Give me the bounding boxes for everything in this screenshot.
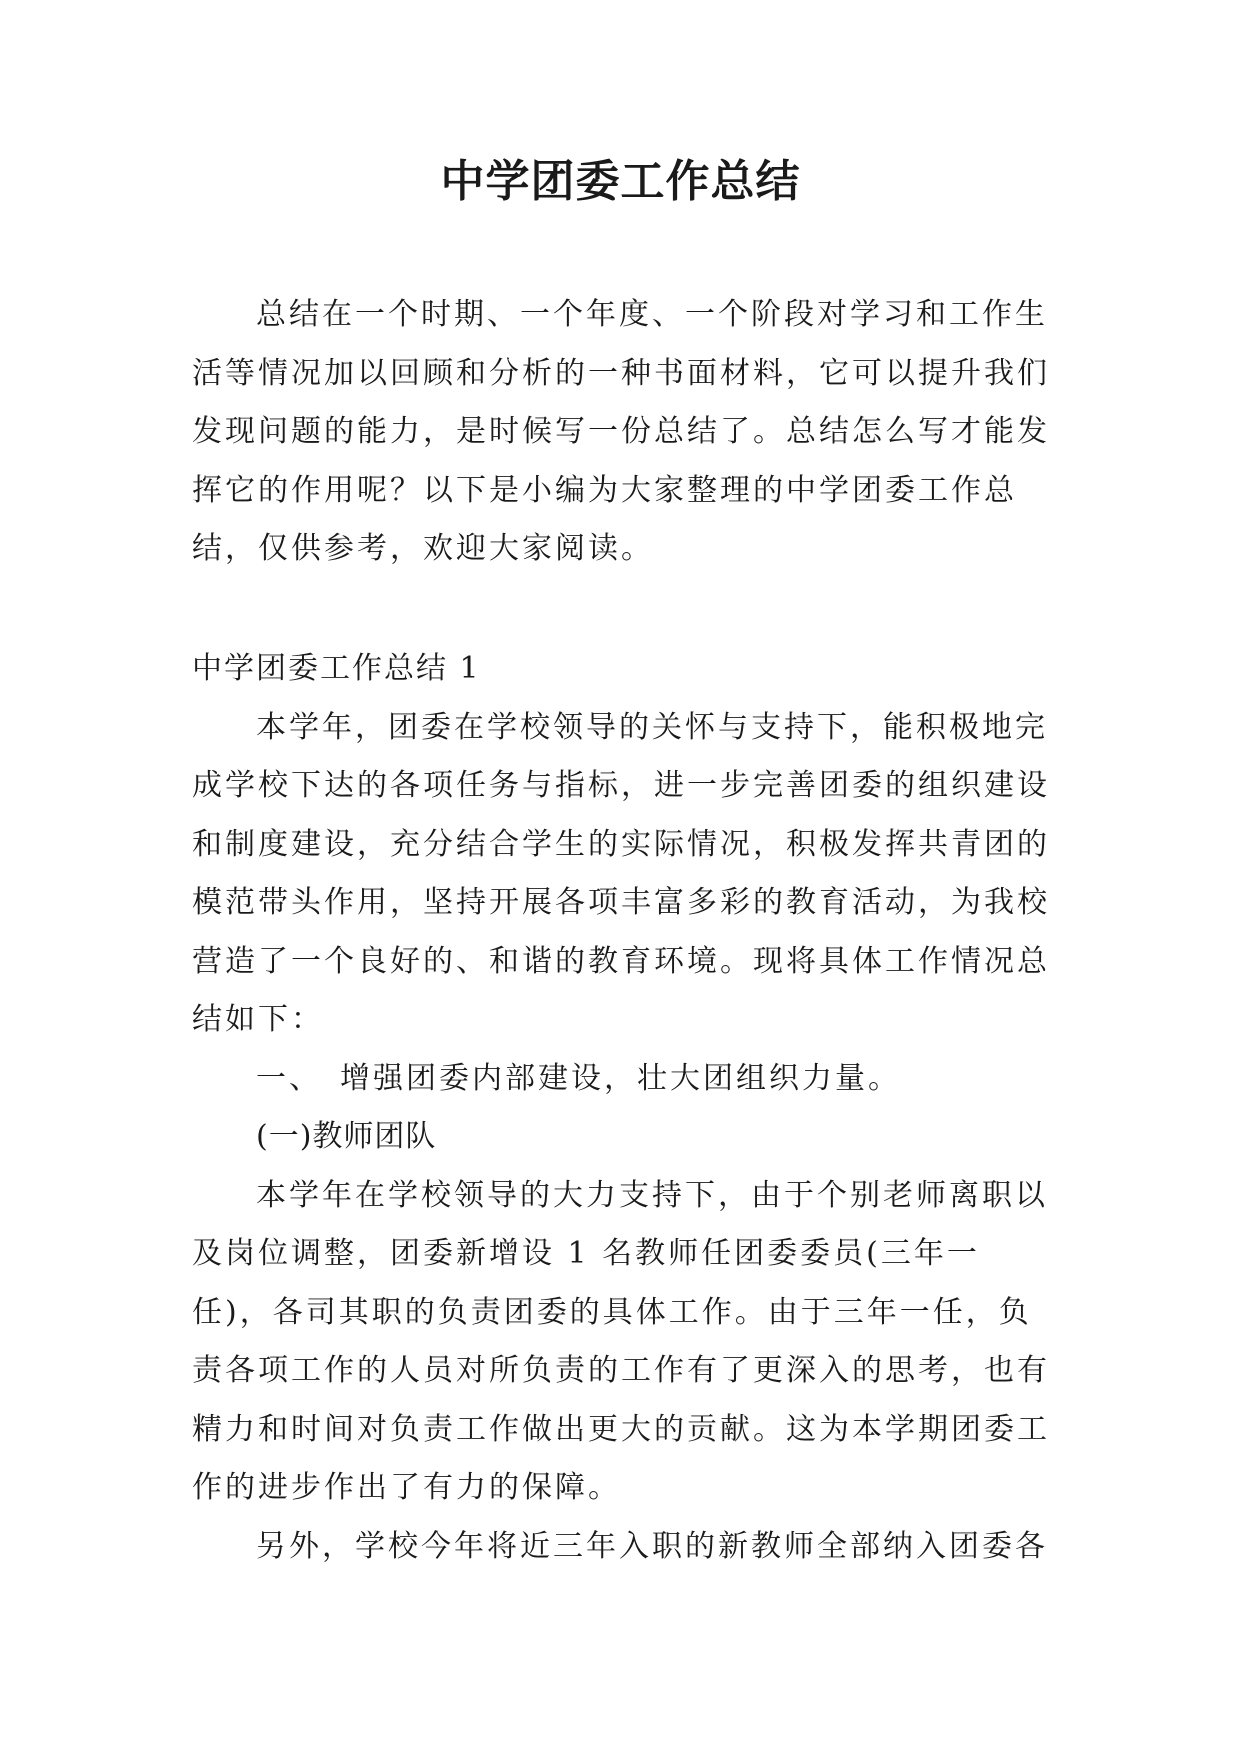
intro-paragraph: 总结在一个时期、一个年度、一个阶段对学习和工作生活等情况加以回顾和分析的一种书面材料，它可以提升我们发现问题的能力，是时候写一份总结了。总结怎么写才能发挥它的作用呢？以下是小编为大家整理的中学团委工作总结，仅供参考，欢迎大家阅读。 <box>192 297 1050 566</box>
subheading: (一)教师团队 <box>256 1119 437 1154</box>
main-content <box>192 640 1050 1576</box>
document-title: 中学团委工作总结 <box>440 156 801 207</box>
intro-block <box>192 286 1050 579</box>
numbered-heading: 一、 增强团委内部建设，壮大团组织力量。 <box>256 1060 901 1096</box>
section-title: 中学团委工作总结 1 <box>192 651 481 686</box>
body-paragraph: 本学年在学校领导的大力支持下，由于个别老师离职以及岗位调整，团委新增设 1 名教师任团委委员(三年一任)，各司其职的负责团委的具体工作。由于三年一任，负责各项工作的人员对所负责的工作有了更深入的思考，也有精力和时间对负责工作做出更大的贡献。这为本学期团委工作的进步作出了有力的保障。 <box>192 1177 1050 1505</box>
body-paragraph: 本学年，团委在学校领导的关怀与支持下，能积极地完成学校下达的各项任务与指标，进一步完善团委的组织建设和制度建设，充分结合学生的实际情况，积极发挥共青团的模范带头作用，坚持开展各项丰富多彩的教育活动，为我校营造了一个良好的、和谐的教育环境。现将具体工作情况总结如下： <box>192 709 1050 1037</box>
body-paragraph: 另外，学校今年将近三年入职的新教师全部纳入团委各 <box>256 1528 1048 1564</box>
